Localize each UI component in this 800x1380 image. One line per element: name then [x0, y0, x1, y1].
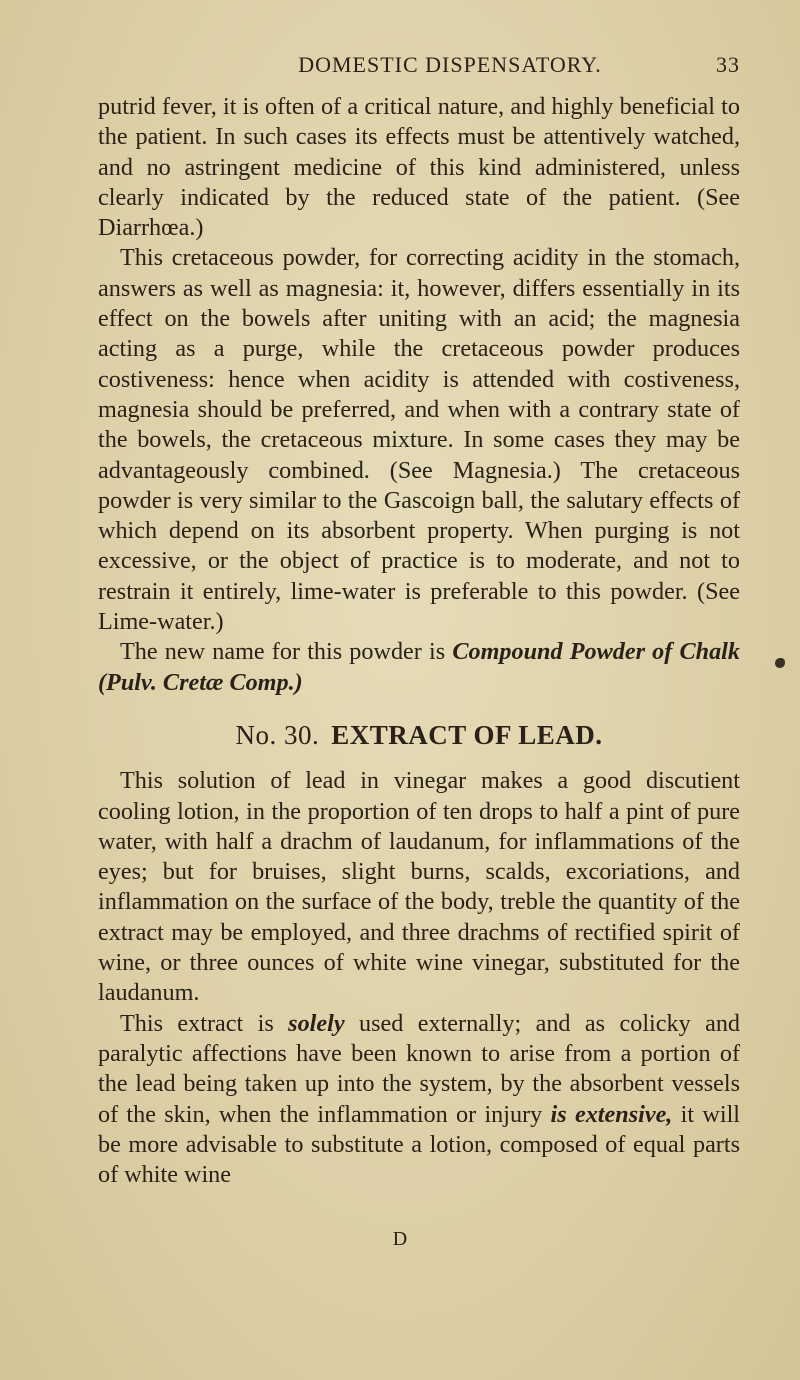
italic-word: solely	[288, 1009, 345, 1037]
page-number: 33	[716, 52, 740, 77]
signature-mark: D	[392, 1228, 408, 1250]
paragraph	[98, 92, 740, 243]
ink-blot	[775, 658, 785, 668]
page-header	[100, 52, 740, 78]
paragraph-text: The new name for this powder is	[120, 638, 446, 666]
running-title: DOMESTIC DISPENSATORY.	[298, 52, 602, 77]
paragraph-text: used externally; and as colicky and paralytic affections have been known to arise from a portion of the lead being taken up into the system, by the absorbent vessels of the skin, when the inflammation or injury	[98, 1009, 741, 1128]
italic-phrase: is extensive,	[550, 1100, 673, 1128]
paragraph-text: it will be more advisable to substitute a lotion, composed of equal parts of white wine	[98, 1100, 741, 1189]
paragraph	[98, 637, 740, 698]
section-title: EXTRACT OF LEAD.	[331, 719, 603, 750]
page-body	[98, 92, 740, 1190]
paragraph	[98, 1009, 740, 1191]
paragraph-text: This extract is	[120, 1009, 274, 1037]
section-heading	[98, 720, 740, 750]
paragraph	[98, 243, 740, 637]
paragraph-text: This solution of lead in vinegar makes a good discutient cooling lotion, in the proportion of ten drops to half a pint of pure water, with half a drachm of laudanum, for inflammations of the eyes; but for bruises, slight burns, scalds, excoriations, and inflammation on the surface of the body, treble the quantity of the extract may be employed, and three drachms of rectified spirit of wine, or three ounces of white wine vinegar, substituted for the laudanum.	[98, 767, 740, 1007]
paragraph	[98, 766, 740, 1008]
italic-name: Compound Powder of Chalk (Pulv. Cretæ Comp.)	[98, 638, 740, 696]
paragraph-text: This cretaceous powder, for correcting acidity in the stomach, answers as well as magnesia: it, however, differs essentially in its effect on the bowels after uniting with an acid; the magnesia acting as a purge, while the cretaceous powder produces costiveness: hence when acidity is attended with costiveness, magnesia should be preferred, and when with a contrary state of the bowels, the cretaceous mixture. In some cases they may be advantageously combined. (See Magnesia.) The cretaceous powder is very similar to the Gascoign ball, the salutary effects of which depend on its absorbent property. When purging is not excessive, or the object of practice is to moderate, and not to restrain it entirely, lime-water is preferable to this powder. (See Lime-water.)	[98, 244, 740, 636]
paragraph-text: putrid fever, it is often of a critical nature, and highly beneficial to the patient. In such cases its effects must be attentively watched, and no astringent medicine of this kind administered, unless clearly indicated by the reduced state of the patient. (See Diarrhœa.)	[98, 93, 740, 242]
section-number: No. 30.	[235, 719, 320, 750]
